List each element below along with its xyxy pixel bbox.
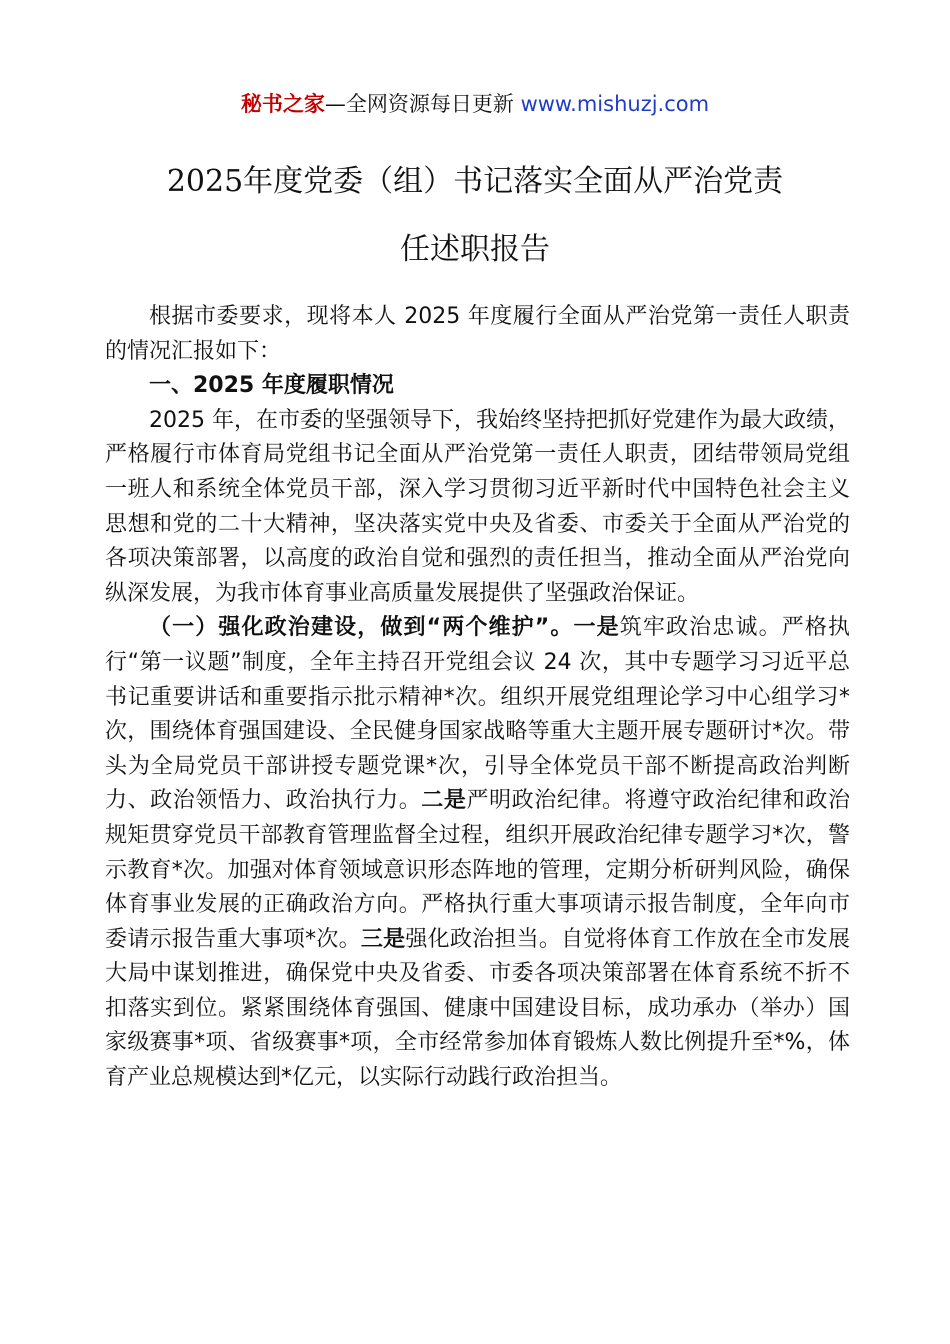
point-text-3: 强化政治担当。自觉将体育工作放在全市发展大局中谋划推进，确保党中央及省委、市委各项决策部署在体育系统不折不扣落实到位。紧紧围绕体育强国、健康中国建设目标，成功承办（举办）国家级赛事*项、省级赛事*项，全市经常参加体育锻炼人数比例提升至*%，体育产业总规模达到*亿元，以实际行动践行政治担当。 [105,926,850,1091]
document-body [105,300,850,1096]
site-url-link[interactable]: www.mishuzj.com [520,92,710,116]
site-header [0,88,950,120]
title-year: 2025 [166,164,244,199]
point-text-1: 筑牢政治忠诚。严格执行“第一议题”制度，全年主持召开党组会议 24 次，其中专题学习习近平总书记重要讲话和重要指示批示精神*次。组织开展党组理论学习中心组学习*次，围绕体育强国建设、全民健身国家战略等重大主题开展专题研讨*次。带头为全局党员干部讲授专题党课*次，引导全体党员干部不断提高政治判断力、政治领悟力、政治执行力。 [105,615,850,814]
point-label-2: 二是 [421,788,467,814]
point-label-3: 三是 [360,926,406,952]
paragraph-2 [105,611,850,1095]
point-label-1: 一是 [573,615,620,641]
title-line2: 任述职报告 [400,232,550,267]
intro-paragraph: 根据市委要求，现将本人 2025 年度履行全面从严治党第一责任人职责的情况汇报如下： [105,304,850,364]
site-name: 秘书之家 [240,92,325,116]
section-heading: 一、2025 年度履职情况 [149,373,394,399]
document-title [60,148,890,284]
point-text-2: 严明政治纪律。将遵守政治纪律和政治规矩贯穿党员干部教育管理监督全过程，组织开展政治纪律专题学习*次，警示教育*次。加强对体育领域意识形态阵地的管理，定期分析研判风险，确保体育事业发展的正确政治方向。严格执行重大事项请示报告制度，全年向市委请示报告重大事项*次。 [105,788,850,952]
site-tagline: —全网资源每日更新 [324,92,514,116]
paragraph-1: 2025 年，在市委的坚强领导下，我始终坚持把抓好党建作为最大政绩，严格履行市体育局党组书记全面从严治党第一责任人职责，团结带领局党组一班人和系统全体党员干部，深入学习贯彻习近平新时代中国特色社会主义思想和党的二十大精神，坚决落实党中央及省委、市委关于全面从严治党的各项决策部署，以高度的政治自觉和强烈的责任担当，推动全面从严治党向纵深发展，为我市体育事业高质量发展提供了坚强政治保证。 [105,407,850,606]
sub-heading: （一）强化政治建设，做到“两个维护”。 [149,615,574,641]
title-line1: 年度党委（组）书记落实全面从严治党责 [243,164,784,199]
